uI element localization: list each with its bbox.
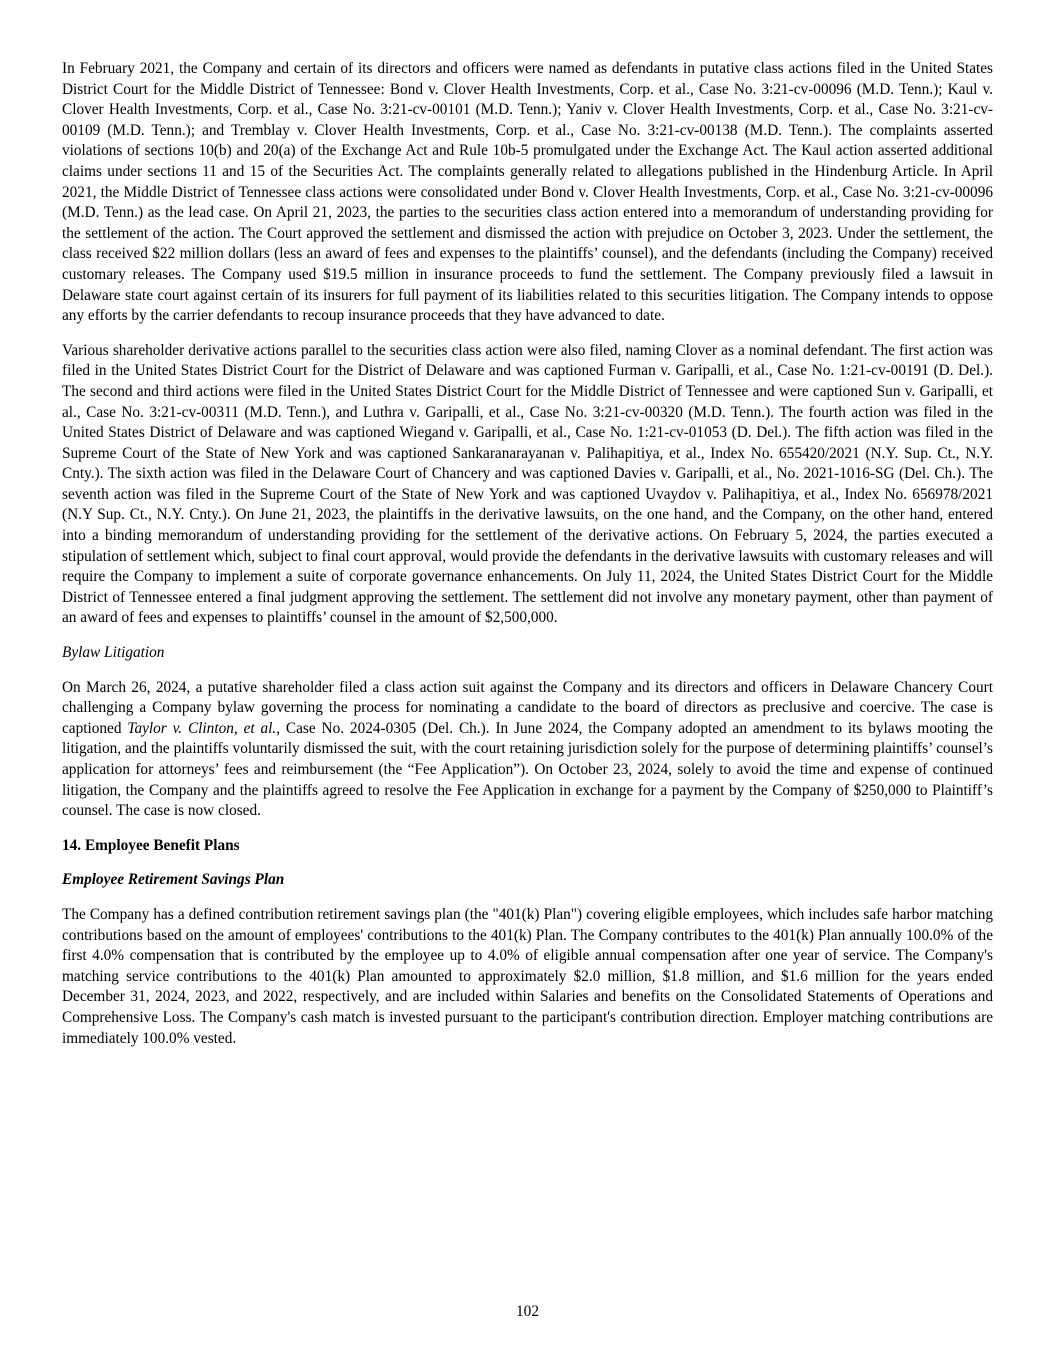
derivative-actions-paragraph: Various shareholder derivative actions parallel to the securities class action were also filed, naming Clover as a nominal defendant. The first action was filed in the United States District Court for the District of Delaware and was captioned Furman v. Garipalli, et al., Case No. 1:21-cv-00191 (D. Del.). The second and third actions were filed in the United States District Court for the Middle District of Tennessee and were captioned Sun v. Garipalli, et al., Case No. 3:21-cv-00311 (M.D. Tenn.), and Luthra v. Garipalli, et al., Case No. 3:21-cv-00320 (M.D. Tenn.). The fourth action was filed in the United States District of Delaware and was captioned Wiegand v. Garipalli, et al., Case No. 1:21-cv-01053 (D. Del.). The fifth action was filed in the Supreme Court of the State of New York and was captioned Sankaranarayanan v. Palihapitiya, et al., Index No. 655420/2021 (N.Y. Sup. Ct., N.Y. Cnty.). The sixth action was filed in the Delaware Court of Chancery and was captioned Davies v. Garipalli, et al., No. 2021-1016-SG (Del. Ch.). The seventh action was filed in the Supreme Court of the State of New York and was captioned Uvaydov v. Palihapitiya, et al., Index No. 656978/2021 (N.Y Sup. Ct., N.Y. Cnty.). On June 21, 2023, the plaintiffs in the derivative lawsuits, on the one hand, and the Company, on the other hand, entered into a binding memorandum of understanding providing for the settlement of the derivative actions. On February 5, 2024, the parties executed a stipulation of settlement which, subject to final court approval, would provide the defendants in the derivative lawsuits with customary releases and will require the Company to implement a suite of corporate governance enhancements. On July 11, 2024, the United States District Court for the Middle District of Tennessee entered a final judgment approving the settlement. The settlement did not involve any monetary payment, other than payment of an award of fees and expenses to plaintiffs’ counsel in the amount of $2,500,000.: [62, 341, 993, 627]
bylaw-litigation-heading: Bylaw Litigation: [62, 644, 165, 662]
bylaw-litigation-paragraph: [62, 678, 993, 822]
document-body: [62, 59, 993, 1063]
retirement-plan-heading: Employee Retirement Savings Plan: [62, 871, 285, 889]
bylaw-text-part1: On March 26, 2024, a putative shareholder filed a class action suit against the Company and its directors and officers in Delaware Chancery Court challenging a Company bylaw governing the process for nominating a candidate to the board of directors as preclusive and coercive. The case is captioned: [62, 678, 993, 737]
employee-benefit-plans-heading: 14. Employee Benefit Plans: [62, 836, 240, 854]
retirement-plan-paragraph: The Company has a defined contribution retirement savings plan (the "401(k) Plan") covering eligible employees, which includes safe harbor matching contributions based on the amount of employees' contributions to the 401(k) Plan. The Company contributes to the 401(k) Plan annually 100.0% of the first 4.0% compensation that is contributed by the employee up to 4.0% of eligible annual compensation after one year of service. The Company's matching service contributions to the 401(k) Plan amounted to approximately $2.0 million, $1.8 million, and $1.6 million for the years ended December 31, 2024, 2023, and 2022, respectively, and are included within Salaries and benefits on the Consolidated Statements of Operations and Comprehensive Loss. The Company's cash match is invested pursuant to the participant's contribution direction. Employer matching contributions are immediately 100.0% vested.: [62, 905, 993, 1047]
bylaw-text-part2: , Case No. 2024-0305 (Del. Ch.). In June 2024, the Company adopted an amendment to its bylaws mooting the litigation, and the plaintiffs voluntarily dismissed the suit, with the court retaining jurisdiction solely for the purpose of determining plaintiffs’ counsel’s application for attorneys’ fees and reimbursement (the “Fee Application”). On October 23, 2024, solely to avoid the time and expense of continued litigation, the Company and the plaintiffs agreed to resolve the Fee Application in exchange for a payment by the Company of $250,000 to Plaintiff’s counsel. The case is now closed.: [62, 719, 993, 820]
page-number: 102: [516, 1303, 539, 1320]
securities-litigation-paragraph: In February 2021, the Company and certain of its directors and officers were named as defendants in putative class actions filed in the United States District Court for the Middle District of Tennessee: Bond v. Clover Health Investments, Corp. et al., Case No. 3:21-cv-00096 (M.D. Tenn.); Kaul v. Clover Health Investments, Corp. et al., Case No. 3:21-cv-00101 (M.D. Tenn.); Yaniv v. Clover Health Investments, Corp. et al., Case No. 3:21-cv-00109 (M.D. Tenn.); and Tremblay v. Clover Health Investments, Corp. et al., Case No. 3:21-cv-00138 (M.D. Tenn.). The complaints asserted violations of sections 10(b) and 20(a) of the Exchange Act and Rule 10b-5 promulgated under the Exchange Act. The Kaul action asserted additional claims under sections 11 and 15 of the Securities Act. The complaints generally related to allegations published in the Hindenburg Article. In April 2021, the Middle District of Tennessee class actions were consolidated under Bond v. Clover Health Investments, Corp. et al., Case No. 3:21-cv-00096 (M.D. Tenn.) as the lead case. On April 21, 2023, the parties to the securities class action entered into a memorandum of understanding providing for the settlement of the action. The Court approved the settlement and dismissed the action with prejudice on October 3, 2023. Under the settlement, the class received $22 million dollars (less an award of fees and expenses to the plaintiffs’ counsel), and the defendants (including the Company) received customary releases. The Company used $19.5 million in insurance proceeds to fund the settlement. The Company previously filed a lawsuit in Delaware state court against certain of its insurers for full payment of its liabilities related to this securities litigation. The Company intends to oppose any efforts by the carrier defendants to recoup insurance proceeds that they have advanced to date.: [62, 60, 993, 325]
bylaw-case-name: Taylor v. Clinton, et al.: [127, 719, 277, 737]
